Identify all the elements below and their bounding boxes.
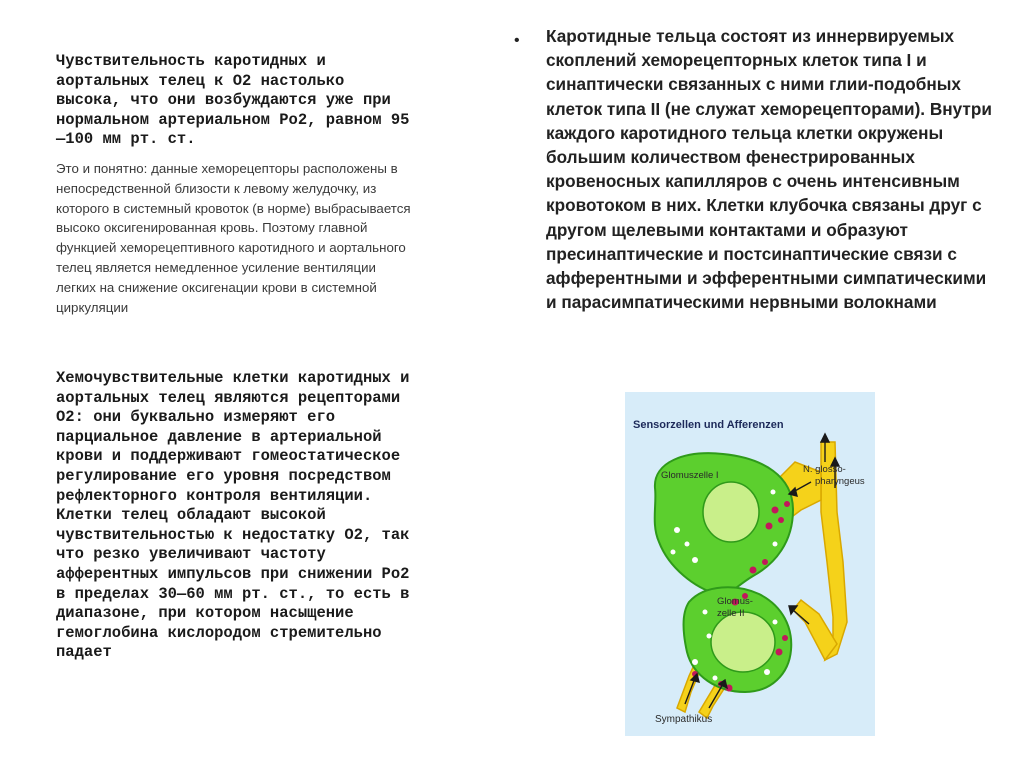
glomus-cell-2-nucleus: [711, 612, 775, 672]
label-glomus-cell-2-line1: Glomus-: [717, 596, 753, 607]
paragraph-chemosensitive-cells: Хемочувствительные клетки каротидных и аортальных телец являются рецепторами О2: они буквально измеряют его парциальное давление в артериальной крови и поддерживают гомеостатическое регулирование его уровня посредством рефлекторного контроля вентиляции. Клетки телец обладают высокой чувствительностью к недостатку О2, так что резко увеличивают частоту афферентных импульсов при снижении Ро2 в пределах 30—60 мм рт. ст., то есть в диапазоне, при котором насыщение гемоглобина кислородом стремительно падает: [56, 369, 410, 662]
bullet-marker: •: [514, 32, 520, 49]
paragraph-o2-sensitivity: Чувствительность каротидных и аортальных телец к О2 настолько высока, что они возбуждаются уже при нормальном артериальном Ро2, равном 95—100 мм рт. ст.: [56, 52, 410, 148]
label-glomus-cell-2-line2: zelle II: [717, 608, 745, 619]
label-glomus-cell-1: Glomuszelle I: [661, 470, 719, 481]
paragraph-carotid-bodies: Каротидные тельца состоят из иннервируемых скоплений хеморецепторных клеток типа I и синаптически связанных с ними глии-подобных клеток типа II (не служат хеморецепторами). Внутри каждого каротидного тельца клетки окружены большим количеством фенестрированных кровеносных капилляров с очень интенсивным кровотоком в них. Клетки клубочка связаны друг с другом щелевыми контактами и образуют пресинаптические и постсинаптические связи с афферентными и эфферентными симпатическими и парасимпатическими нервными волокнами: [546, 26, 992, 313]
nerve-branch-lower: [793, 600, 837, 660]
paragraph-explanation: Это и понятно: данные хеморецепторы расположены в непосредственной близости к левому желудочку, из которого в системный кровоток (в норме) выбрасывается высоко оксигенированная кровь. Поэтому главной функцией хеморецептивного каротидного и аортального телец является немедленное усиление вентиляции легких на снижение оксигенации крови в системной циркуляции: [56, 161, 411, 315]
label-sympathetic: Sympathikus: [655, 714, 713, 725]
glomus-cells-diagram: [625, 392, 875, 736]
figure-title: Sensorzellen und Afferenzen: [633, 419, 784, 431]
label-nerve-line1: N. glosso-: [803, 464, 846, 475]
glomus-cell-1-nucleus: [703, 482, 759, 542]
label-nerve-line2: pharyngeus: [815, 476, 865, 487]
